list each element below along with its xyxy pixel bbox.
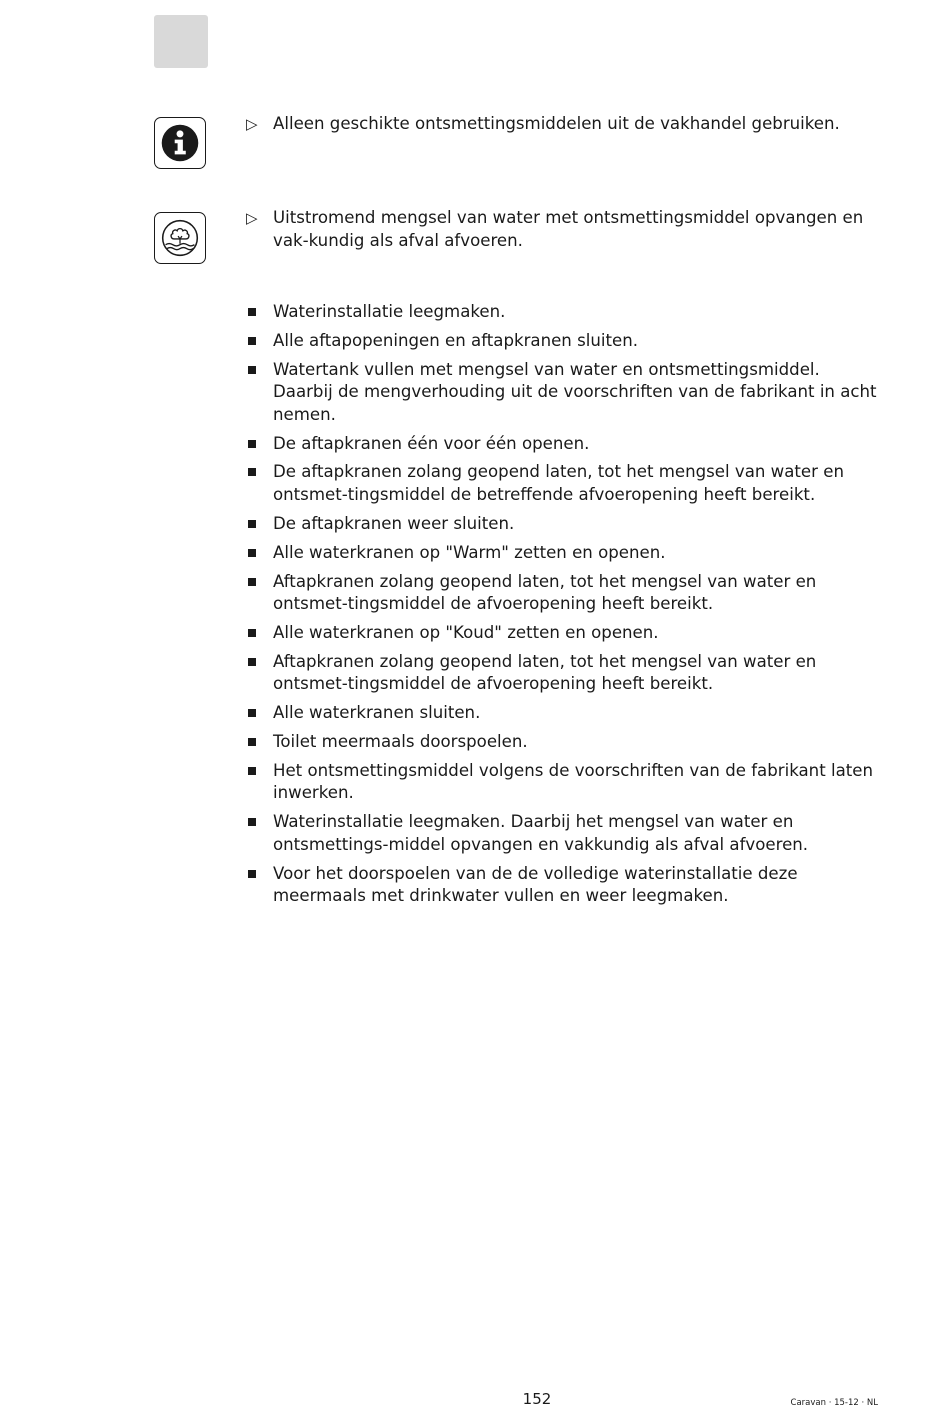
square-bullet-icon <box>248 738 256 746</box>
document-reference: Caravan · 15-12 · NL <box>790 1398 878 1408</box>
square-bullet-icon <box>248 578 256 586</box>
info-note <box>246 113 881 136</box>
list-item: Alle waterkranen sluiten. <box>246 702 881 724</box>
environment-note-text: Uitstromend mengsel van water met ontsmettingsmiddel opvangen en vak-kundig als afval afvoeren. <box>273 208 864 250</box>
list-item: Alle waterkranen op "Koud" zetten en openen. <box>246 622 881 644</box>
square-bullet-icon <box>248 440 256 448</box>
list-item: Aftapkranen zolang geopend laten, tot het mengsel van water en ontsmet-tingsmiddel de afvoeropening heeft bereikt. <box>246 651 881 696</box>
square-bullet-icon <box>248 468 256 476</box>
note-marker-icon: ▷ <box>246 209 258 227</box>
list-item: De aftapkranen weer sluiten. <box>246 513 881 535</box>
environment-note <box>246 207 881 252</box>
list-item: De aftapkranen zolang geopend laten, tot het mengsel van water en ontsmet-tingsmiddel de betreffende afvoeropening heeft bereikt. <box>246 461 881 506</box>
list-item: Watertank vullen met mengsel van water en ontsmettingsmiddel. Daarbij de mengverhouding uit de voorschriften van de fabrikant in acht nemen. <box>246 359 881 426</box>
procedure-steps <box>246 301 881 914</box>
chapter-tab-marker <box>154 15 208 68</box>
list-item: Voor het doorspoelen van de de volledige waterinstallatie deze meermaals met drinkwater vullen en weer leegmaken. <box>246 863 881 908</box>
note-marker-icon: ▷ <box>246 115 258 133</box>
square-bullet-icon <box>248 308 256 316</box>
square-bullet-icon <box>248 818 256 826</box>
page-number: 152 <box>522 1390 552 1408</box>
square-bullet-icon <box>248 549 256 557</box>
square-bullet-icon <box>248 870 256 878</box>
list-item: Alle waterkranen op "Warm" zetten en openen. <box>246 542 881 564</box>
square-bullet-icon <box>248 709 256 717</box>
list-item: Alle aftapopeningen en aftapkranen sluiten. <box>246 330 881 352</box>
square-bullet-icon <box>248 767 256 775</box>
list-item: Waterinstallatie leegmaken. <box>246 301 881 323</box>
square-bullet-icon <box>248 520 256 528</box>
list-item: Toilet meermaals doorspoelen. <box>246 731 881 753</box>
list-item: Waterinstallatie leegmaken. Daarbij het mengsel van water en ontsmettings-middel opvangen en vakkundig als afval afvoeren. <box>246 811 881 856</box>
info-note-text: Alleen geschikte ontsmettingsmiddelen uit de vakhandel gebruiken. <box>273 114 840 133</box>
list-item: Aftapkranen zolang geopend laten, tot het mengsel van water en ontsmet-tingsmiddel de afvoeropening heeft bereikt. <box>246 571 881 616</box>
list-item: De aftapkranen één voor één openen. <box>246 433 881 455</box>
environment-icon <box>154 212 206 264</box>
square-bullet-icon <box>248 337 256 345</box>
list-item: Het ontsmettingsmiddel volgens de voorschriften van de fabrikant laten inwerken. <box>246 760 881 805</box>
square-bullet-icon <box>248 629 256 637</box>
square-bullet-icon <box>248 366 256 374</box>
info-icon <box>154 117 206 169</box>
square-bullet-icon <box>248 658 256 666</box>
